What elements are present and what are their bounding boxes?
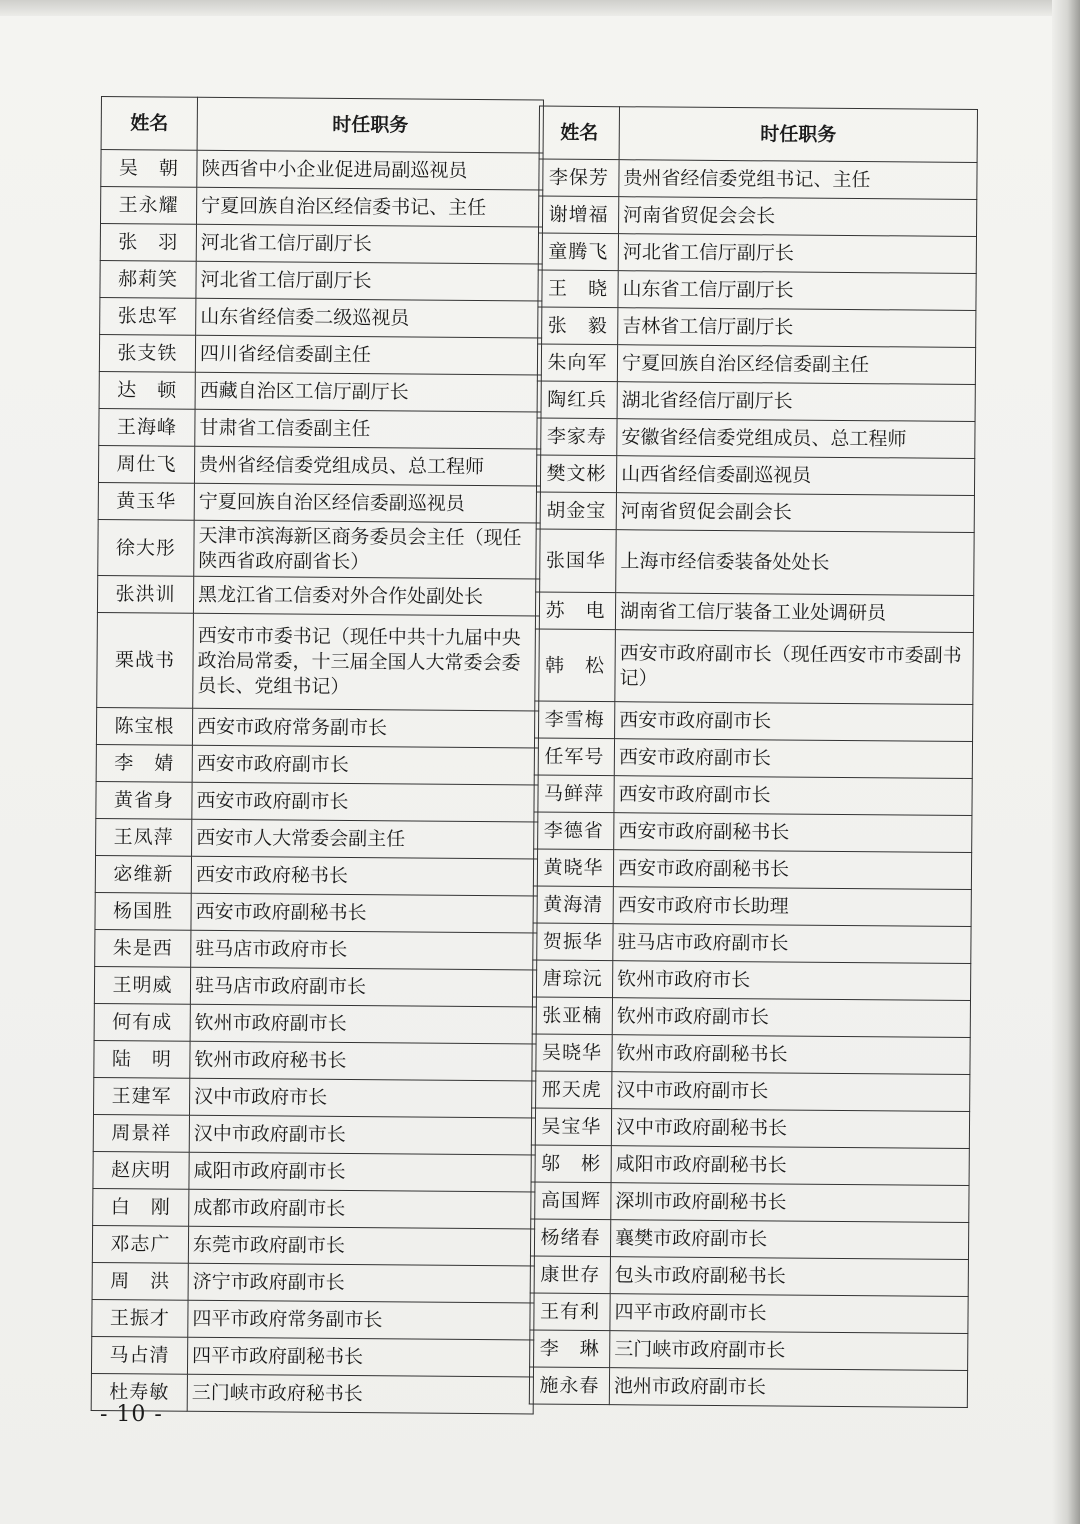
official-position: 西安市政府副秘书长 [613, 850, 971, 890]
official-position: 四平市政府副市长 [610, 1294, 968, 1334]
official-position: 三门峡市政府副市长 [610, 1331, 968, 1371]
official-position: 西安市政府副市长 [192, 745, 538, 785]
table-row [93, 1114, 535, 1154]
table-row [100, 187, 542, 227]
official-position: 西安市人大常委会副主任 [192, 819, 538, 859]
table-row [93, 1188, 535, 1228]
official-position: 宁夏回族自治区经信委副主任 [617, 345, 975, 385]
table-row [534, 775, 972, 815]
official-name: 郝莉笑 [100, 260, 196, 298]
official-name: 赵庆明 [93, 1151, 189, 1189]
official-name: 黄海清 [533, 886, 613, 924]
table-row [92, 1262, 534, 1302]
table-row [98, 519, 540, 578]
official-name: 宓维新 [95, 855, 191, 893]
official-name: 贺振华 [533, 923, 613, 961]
table-row [94, 966, 536, 1006]
header-name: 姓名 [539, 106, 619, 160]
table-row [93, 1151, 535, 1191]
official-position: 四平市政府副秘书长 [187, 1337, 533, 1377]
table-row [538, 270, 976, 310]
table-row [538, 233, 976, 273]
official-name: 吴宝华 [531, 1108, 611, 1146]
official-position: 襄樊市政府副市长 [610, 1220, 968, 1260]
official-position: 西安市政府副市长 [614, 739, 972, 779]
official-name: 张国华 [536, 529, 616, 593]
table-row [533, 960, 971, 1000]
table-row [537, 381, 975, 421]
official-name: 陶红兵 [537, 381, 617, 419]
table-row [92, 1299, 534, 1339]
official-position: 钦州市政府市长 [613, 961, 971, 1001]
table-row [529, 1367, 967, 1407]
official-position: 山西省经信委副巡视员 [616, 456, 974, 496]
table-header-row [539, 106, 977, 162]
official-name: 康世存 [530, 1256, 610, 1294]
header-position: 时任职务 [619, 107, 977, 163]
official-name: 张洪训 [97, 575, 193, 613]
table-row [535, 592, 973, 632]
official-position: 西安市政府副市长（现任西安市市委副书记） [615, 630, 974, 705]
official-position: 钦州市政府副秘书长 [612, 1035, 970, 1075]
official-position: 湖北省经信厅副厅长 [617, 382, 975, 422]
official-position: 河南省贸促会会长 [619, 197, 977, 237]
official-name: 张亚楠 [532, 997, 612, 1035]
official-position: 济宁市政府副市长 [188, 1263, 534, 1303]
official-name: 王永耀 [100, 187, 196, 225]
official-name: 朱是西 [95, 929, 191, 967]
official-position: 西安市政府副市长 [192, 782, 538, 822]
official-position: 宁夏回族自治区经信委书记、主任 [196, 187, 542, 227]
table-row [96, 818, 538, 858]
scan-edge-right [1052, 0, 1080, 1524]
official-name: 李德省 [534, 812, 614, 850]
official-name: 谢增福 [539, 196, 619, 234]
table-row [539, 196, 977, 236]
official-position: 咸阳市政府副市长 [189, 1152, 535, 1192]
scan-edge-top [0, 0, 1080, 16]
official-position: 汉中市政府副市长 [612, 1072, 970, 1112]
official-name: 施永春 [529, 1367, 609, 1405]
table-row [531, 1145, 969, 1185]
table-row [533, 849, 971, 889]
official-name: 任军号 [534, 738, 614, 776]
table-row [539, 159, 977, 199]
table-row [94, 1077, 536, 1117]
official-position: 三门峡市政府秘书长 [187, 1374, 533, 1414]
table-row [535, 629, 974, 704]
official-position: 驻马店市政府副市长 [613, 924, 971, 964]
official-name: 张忠军 [100, 297, 196, 335]
table-row [94, 1040, 536, 1080]
page-number: - 10 - [100, 1402, 163, 1427]
table-row [98, 482, 540, 522]
official-position: 西安市政府秘书长 [191, 856, 537, 896]
officials-table-right [529, 106, 978, 1408]
official-name: 吴晓华 [532, 1034, 612, 1072]
official-name: 陈宝根 [96, 707, 192, 745]
official-position: 西安市政府常务副市长 [192, 708, 538, 748]
table-row [101, 150, 543, 190]
official-name: 周仕飞 [98, 445, 194, 483]
table-row [530, 1330, 968, 1370]
table-row [533, 923, 971, 963]
official-name: 黄玉华 [98, 482, 194, 520]
table-row [537, 418, 975, 458]
table-row [95, 929, 537, 969]
official-position: 西安市政府副秘书长 [614, 813, 972, 853]
official-name: 童腾飞 [538, 233, 618, 271]
official-name: 张支铁 [99, 334, 195, 372]
table-row [534, 812, 972, 852]
official-position: 河北省工信厅副厅长 [196, 261, 542, 301]
table-row [99, 408, 541, 448]
official-name: 白 刚 [93, 1188, 189, 1226]
official-position: 贵州省经信委党组书记、主任 [619, 160, 977, 200]
official-name: 杜寿敏 [91, 1373, 187, 1411]
official-position: 驻马店市政府副市长 [190, 967, 536, 1007]
official-name: 杨绪春 [530, 1219, 610, 1257]
table-row [536, 529, 974, 595]
official-position: 河南省贸促会副会长 [616, 493, 974, 533]
official-name: 李家寿 [537, 418, 617, 456]
official-name: 马占清 [91, 1336, 187, 1374]
official-name: 邬 彬 [531, 1145, 611, 1183]
official-position: 西藏自治区工信厅副厅长 [195, 372, 541, 412]
table-row [95, 855, 537, 895]
table-row [535, 701, 973, 741]
official-name: 王振才 [92, 1299, 188, 1337]
official-position: 山东省工信厅副厅长 [618, 271, 976, 311]
official-name: 栗战书 [97, 612, 194, 708]
official-name: 王 晓 [538, 270, 618, 308]
official-name: 达 顿 [99, 371, 195, 409]
official-position: 黑龙江省工信委对外合作处副处长 [193, 576, 539, 616]
official-position: 山东省经信委二级巡视员 [196, 298, 542, 338]
official-name: 张 羽 [100, 224, 196, 262]
official-position: 四平市政府常务副市长 [188, 1300, 534, 1340]
official-name: 李雪梅 [535, 701, 615, 739]
official-name: 黄省身 [96, 781, 192, 819]
official-position: 甘肃省工信委副主任 [195, 409, 541, 449]
header-name: 姓名 [101, 97, 197, 151]
table-row [100, 260, 542, 300]
official-position: 上海市经信委装备处处长 [616, 530, 974, 596]
official-name: 王凤萍 [96, 818, 192, 856]
table-row [530, 1293, 968, 1333]
table-row [100, 297, 542, 337]
table-row [96, 707, 538, 747]
official-position: 钦州市政府秘书长 [190, 1041, 536, 1081]
official-position: 吉林省工信厅副厅长 [618, 308, 976, 348]
official-position: 湖南省工信厅装备工业处调研员 [615, 593, 973, 633]
official-position: 河北省工信厅副厅长 [618, 234, 976, 274]
official-name: 陆 明 [94, 1040, 190, 1078]
table-header-row [101, 97, 543, 153]
table-row [92, 1225, 534, 1265]
official-position: 钦州市政府副市长 [612, 998, 970, 1038]
table-row [94, 1003, 536, 1043]
table-row [532, 997, 970, 1037]
table-row [532, 1071, 970, 1111]
official-name: 吴 朝 [101, 150, 197, 188]
official-name: 胡金宝 [536, 492, 616, 530]
official-position: 汉中市政府市长 [189, 1078, 535, 1118]
table-row [531, 1108, 969, 1148]
official-name: 樊文彬 [536, 455, 616, 493]
official-name: 高国辉 [531, 1182, 611, 1220]
official-position: 钦州市政府副市长 [190, 1004, 536, 1044]
official-name: 李 婧 [96, 744, 192, 782]
official-position: 汉中市政府副秘书长 [611, 1109, 969, 1149]
table-row [537, 344, 975, 384]
table-row [534, 738, 972, 778]
official-position: 西安市政府副市长 [615, 702, 973, 742]
table-row [98, 445, 540, 485]
official-position: 西安市政府副市长 [614, 776, 972, 816]
table-row [99, 334, 541, 374]
table-row [532, 1034, 970, 1074]
table-row [533, 886, 971, 926]
official-position: 成都市政府副市长 [189, 1189, 535, 1229]
official-position: 深圳市政府副秘书长 [611, 1183, 969, 1223]
official-position: 西安市政府副秘书长 [191, 893, 537, 933]
official-name: 王海峰 [99, 408, 195, 446]
table-row [96, 781, 538, 821]
official-name: 周景祥 [93, 1114, 189, 1152]
official-position: 咸阳市政府副秘书长 [611, 1146, 969, 1186]
official-position: 安徽省经信委党组成员、总工程师 [617, 419, 975, 459]
official-name: 李 琳 [530, 1330, 610, 1368]
official-name: 苏 电 [535, 592, 615, 630]
table-body-right [529, 159, 977, 1407]
table-row [100, 224, 542, 264]
official-name: 黄晓华 [533, 849, 613, 887]
official-position: 池州市政府副市长 [609, 1368, 967, 1408]
official-position: 西安市政府市长助理 [613, 887, 971, 927]
official-position: 东莞市政府副市长 [188, 1226, 534, 1266]
official-name: 唐琮沅 [533, 960, 613, 998]
table-row [538, 307, 976, 347]
table-row [91, 1336, 533, 1376]
table-row [536, 492, 974, 532]
official-name: 王有利 [530, 1293, 610, 1331]
official-name: 李保芳 [539, 159, 619, 197]
table-row [99, 371, 541, 411]
official-name: 徐大彤 [98, 519, 194, 576]
official-position: 贵州省经信委党组成员、总工程师 [194, 446, 540, 486]
official-position: 汉中市政府副市长 [189, 1115, 535, 1155]
table-row [536, 455, 974, 495]
table-row [97, 575, 539, 615]
official-name: 邓志广 [92, 1225, 188, 1263]
table-row [95, 892, 537, 932]
official-name: 王明威 [94, 966, 190, 1004]
official-name: 马鲜萍 [534, 775, 614, 813]
official-position: 宁夏回族自治区经信委副巡视员 [194, 483, 540, 523]
table-body-left [91, 150, 543, 1414]
official-name: 韩 松 [535, 629, 616, 702]
table-row [97, 612, 540, 710]
table-row [96, 744, 538, 784]
official-position: 陕西省中小企业促进局副巡视员 [197, 150, 543, 190]
official-position: 包头市政府副秘书长 [610, 1257, 968, 1297]
official-position: 驻马店市政府市长 [191, 930, 537, 970]
table-row [530, 1256, 968, 1296]
official-name: 王建军 [94, 1077, 190, 1115]
official-name: 张 毅 [538, 307, 618, 345]
official-position: 西安市市委书记（现任中共十九届中央政治局常委，十三届全国人大常委会委员长、党组书记） [193, 613, 540, 711]
official-name: 邢天虎 [532, 1071, 612, 1109]
official-name: 杨国胜 [95, 892, 191, 930]
official-name: 何有成 [94, 1003, 190, 1041]
official-position: 天津市滨海新区商务委员会主任（现任陕西省政府副省长） [194, 520, 540, 579]
table-row [531, 1182, 969, 1222]
header-position: 时任职务 [197, 97, 543, 153]
table-row [530, 1219, 968, 1259]
officials-table-left [91, 96, 544, 1414]
official-position: 四川省经信委副主任 [195, 335, 541, 375]
official-position: 河北省工信厅副厅长 [196, 224, 542, 264]
official-name: 周 洪 [92, 1262, 188, 1300]
official-name: 朱向军 [537, 344, 617, 382]
